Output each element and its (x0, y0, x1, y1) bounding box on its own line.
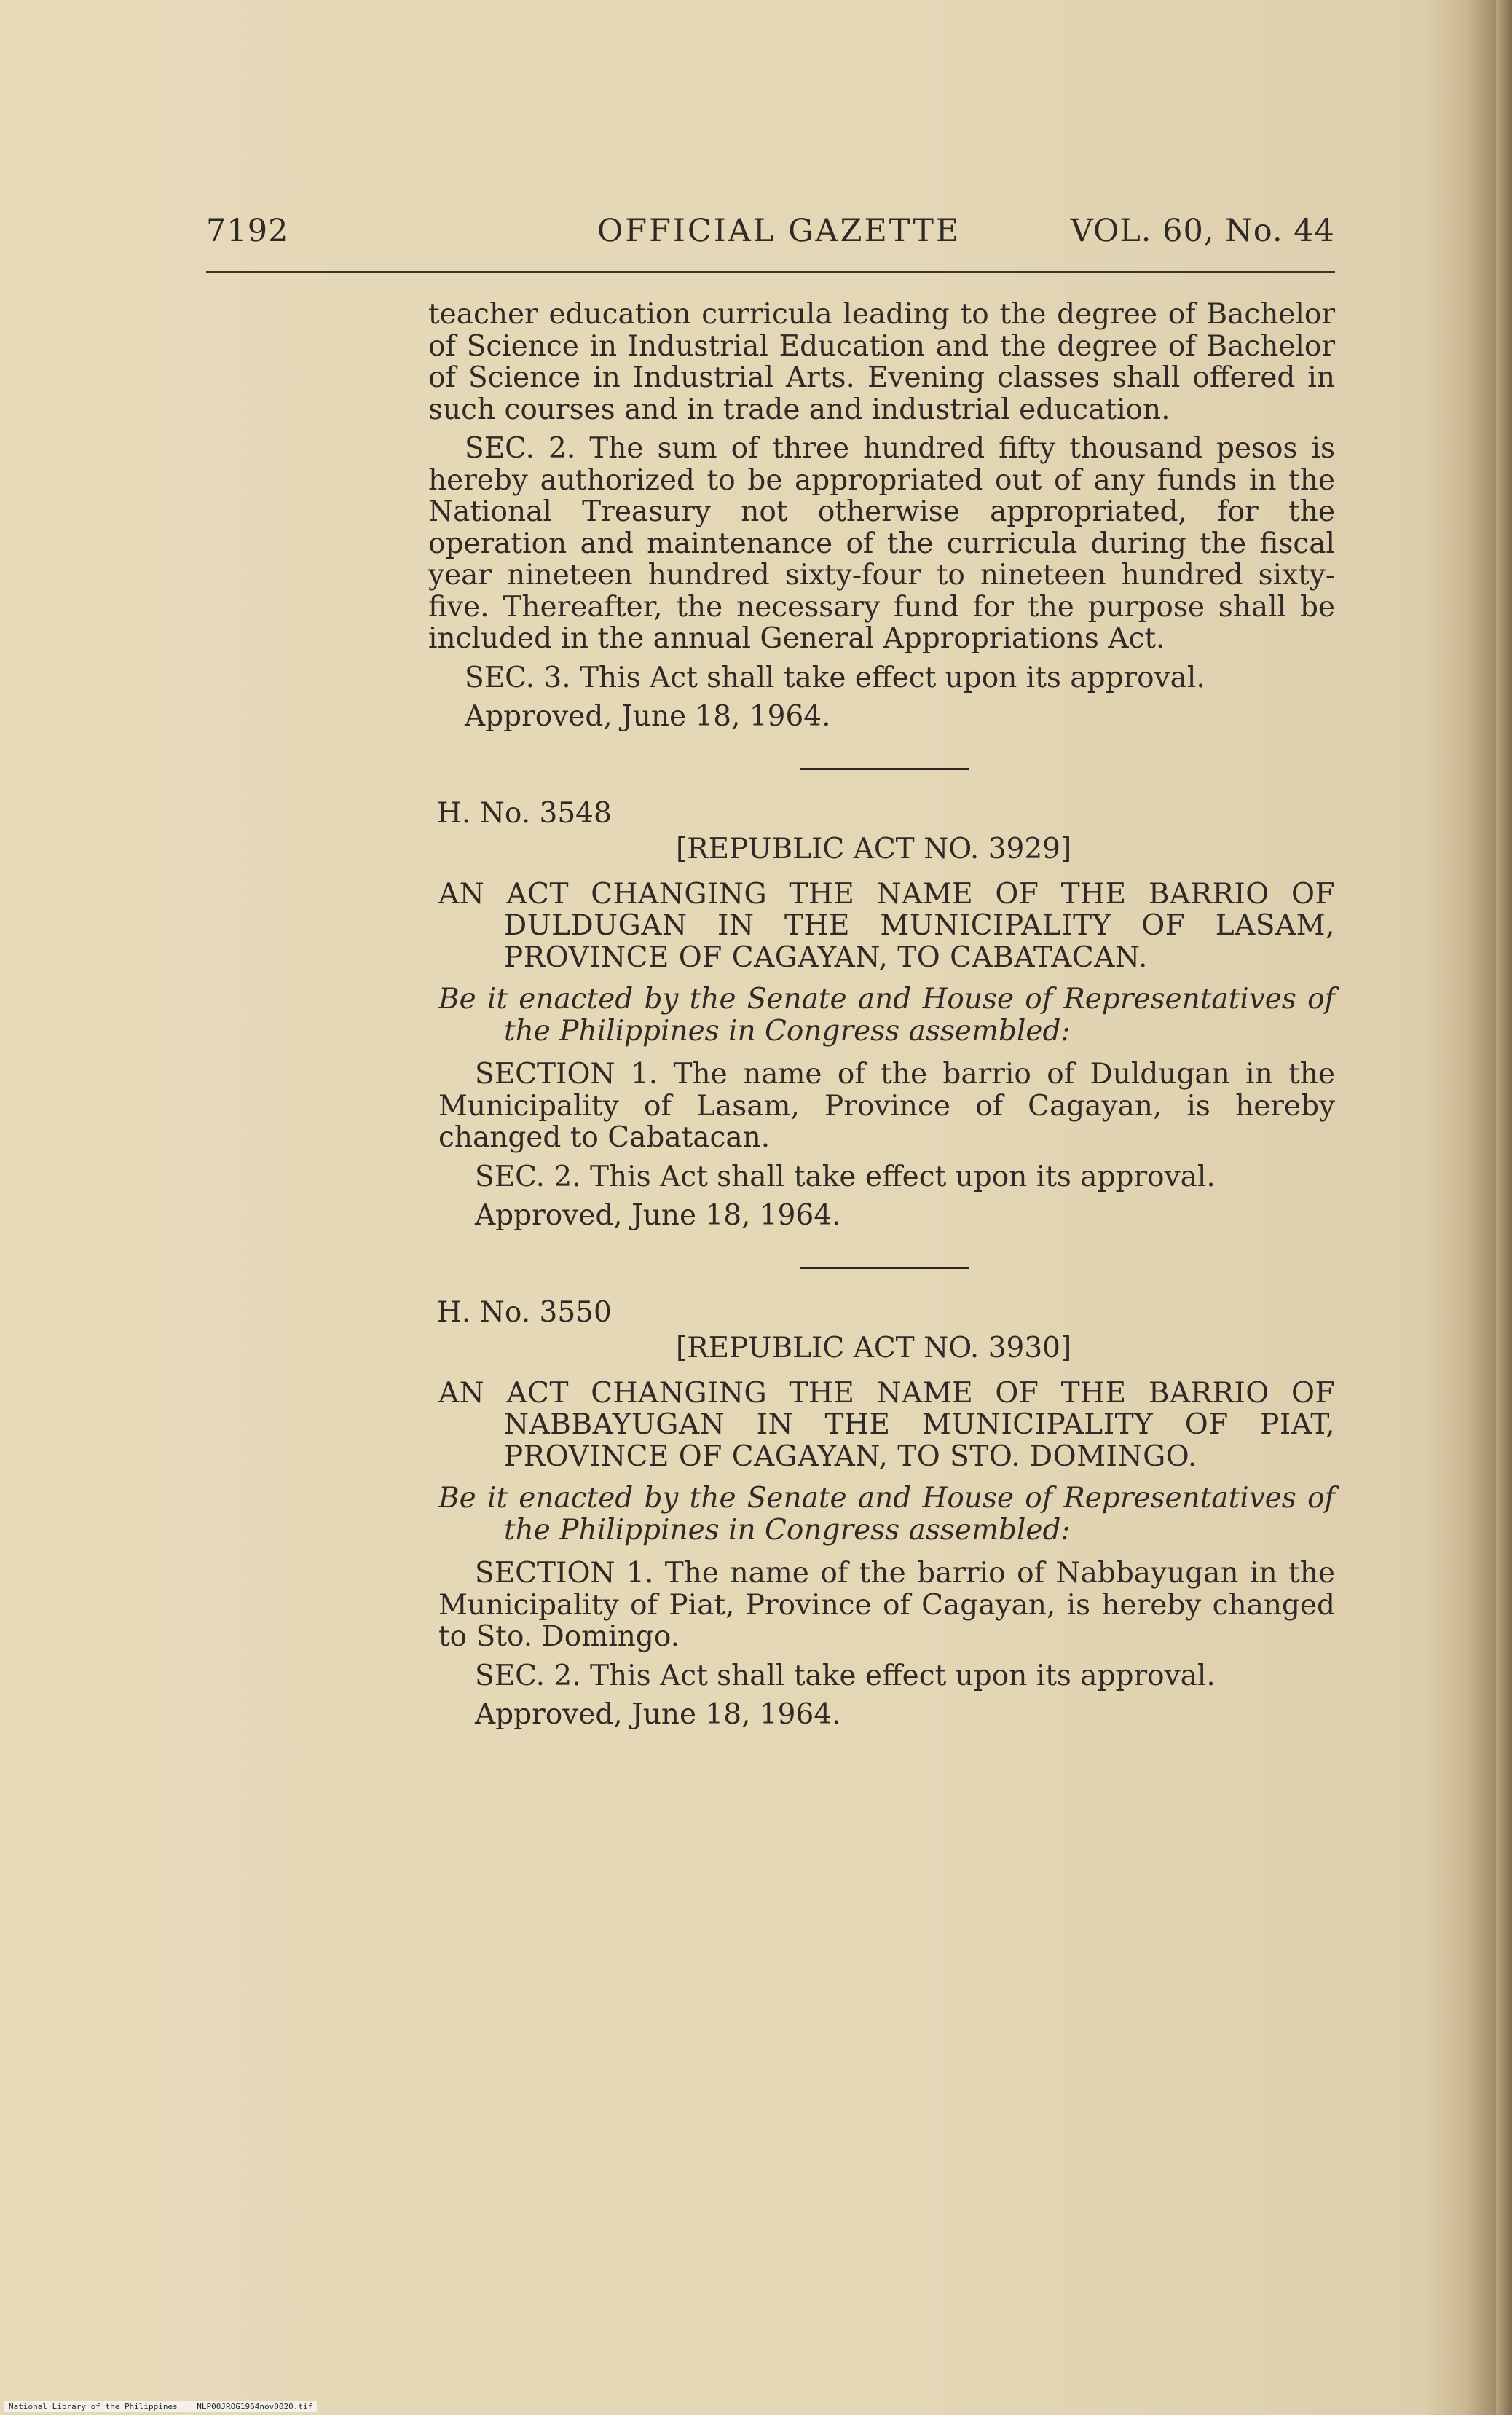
header-rule (206, 271, 1335, 273)
page-binding-edge (1496, 0, 1512, 2415)
section-2 (438, 1660, 1335, 1692)
section-divider (800, 1267, 969, 1269)
sec-label: SECTION 1. (475, 1557, 654, 1590)
approved-date: Approved, June 18, 1964. (475, 1199, 841, 1232)
section-1 (438, 1558, 1335, 1653)
volume-label: VOL. 60, No. 44 (1070, 213, 1335, 249)
house-number: H. No. 3550 (437, 1295, 612, 1329)
enacting-clause: Be it enacted by the Senate and House of Representatives of the Philippines in Congress assembled: (438, 983, 1335, 1048)
scan-footer (4, 2401, 317, 2412)
act-3930 (428, 1297, 1335, 1731)
page-body (428, 299, 1335, 1738)
section-divider (800, 768, 969, 770)
sec-text: The name of the barrio of Duldugan in the Municipality of Lasam, Province of Cagayan, is hereby changed to Cabatacan. (438, 1058, 1335, 1154)
act-3929 (428, 798, 1335, 1232)
sec-text: This Act shall take effect upon its approval. (590, 1160, 1216, 1193)
act-title: AN ACT CHANGING THE NAME OF THE BARRIO OF DULDUGAN IN THE MUNICIPALITY OF LASAM, PROVINCE OF CAGAYAN, TO CABATACAN. (438, 877, 1335, 974)
page-header (206, 213, 1335, 256)
republic-act-number: [REPUBLIC ACT NO. 3929] (676, 833, 1072, 865)
footer-library: National Library of the Philippines (9, 2402, 178, 2411)
house-number: H. No. 3548 (437, 796, 612, 830)
section-2 (438, 1161, 1335, 1193)
republic-act-number: [REPUBLIC ACT NO. 3930] (676, 1332, 1072, 1364)
continuation-paragraph: teacher education curricula leading to the degree of Bachelor of Science in Industrial Education and the degree of Bachelor of Science in Industrial Arts. Evening classes shall offered in such courses and in trade and industrial education. (428, 298, 1335, 426)
sec-text: The name of the barrio of Nabbayugan in the Municipality of Piat, Province of Cagayan, is hereby changed to Sto. Domingo. (438, 1557, 1335, 1653)
act-title: AN ACT CHANGING THE NAME OF THE BARRIO OF NABBAYUGAN IN THE MUNICIPALITY OF PIAT, PROVINCE OF CAGAYAN, TO STO. DOMINGO. (438, 1376, 1335, 1473)
footer-file: NLP00JROG1964nov0020.tif (197, 2402, 313, 2411)
publication-title: OFFICIAL GAZETTE (597, 213, 961, 249)
page-number: 7192 (206, 213, 289, 249)
enacting-clause: Be it enacted by the Senate and House of Representatives of the Philippines in Congress assembled: (438, 1482, 1335, 1547)
section-1 (438, 1059, 1335, 1154)
sec-label: SEC. 3. (465, 661, 571, 694)
approved-date: Approved, June 18, 1964. (475, 1698, 841, 1731)
sec-text: This Act shall take effect upon its approval. (590, 1659, 1216, 1692)
sec-label: SEC. 2. (465, 432, 576, 465)
continuation-approved: Approved, June 18, 1964. (465, 700, 831, 733)
sec-text: This Act shall take effect upon its approval. (580, 661, 1205, 694)
sec-text: The sum of three hundred fifty thousand pesos is hereby authorized to be appropriated out of any funds in the National Treasury not otherwise appropriated, for the operation and maintenance of the curricula during the fiscal year nineteen hundred sixty-four to nineteen hundred sixty-five. Thereafter, the necessary fund for the purpose shall be included in the annual General Appropriations Act. (428, 432, 1335, 655)
sec-label: SECTION 1. (475, 1058, 658, 1091)
sec-label: SEC. 2. (475, 1160, 581, 1193)
continuation-sec3 (428, 662, 1335, 694)
sec-label: SEC. 2. (475, 1659, 581, 1692)
continuation-sec2 (428, 433, 1335, 655)
